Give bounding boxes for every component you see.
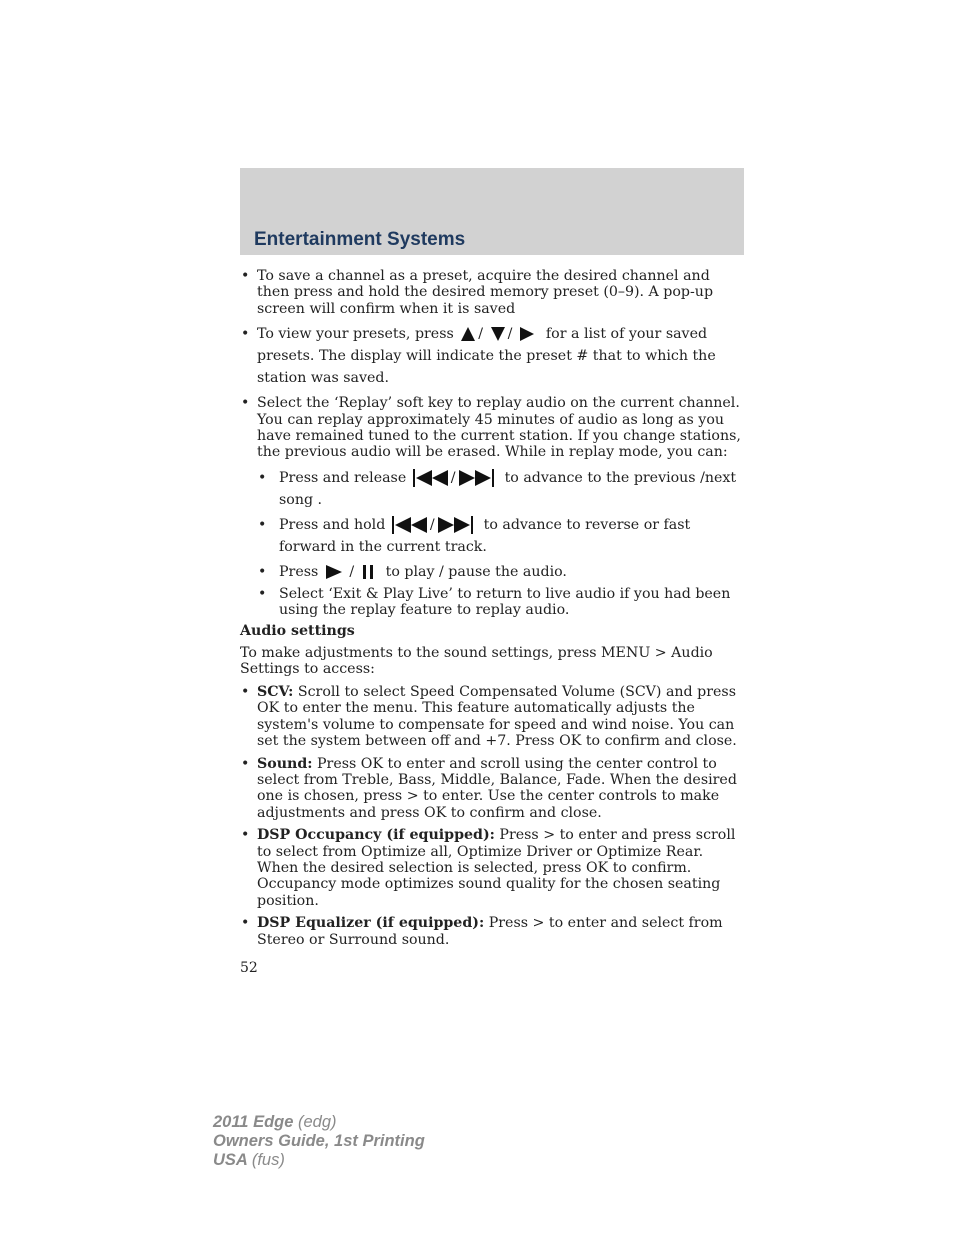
right-arrow-icon <box>519 326 535 342</box>
skip-back-icon <box>413 469 449 487</box>
play-icon <box>325 564 343 580</box>
page-content <box>240 268 746 954</box>
skip-forward-icon <box>458 469 494 487</box>
bullet-view-presets: • To view your presets, press / / for a list of your saved presets. The display will indicate the preset # that to which the station was saved. <box>240 323 746 389</box>
section-title: Entertainment Systems <box>254 229 466 250</box>
list-item-scv: • SCV: Scroll to select Speed Compensated Volume (SCV) and press OK to enter the menu. This feature automatically adjusts the system's volume to compensate for speed and wind noise. You can set the system between off and +7. Press OK to confirm and close. <box>240 684 746 750</box>
list-item-sound: • Sound: Press OK to enter and scroll using the center control to select from Treble, Bass, Middle, Balance, Fade. When the desired one is chosen, press > to enter. Use the center controls to make adjustments and press OK to confirm and close. <box>240 756 746 822</box>
page-number: 52 <box>240 960 258 976</box>
pause-icon <box>361 564 375 580</box>
audio-settings-intro: To make adjustments to the sound settings, press MENU > Audio Settings to access: <box>240 645 713 678</box>
footer-line-region: USA (fus) <box>213 1151 285 1169</box>
skip-forward-icon <box>437 516 473 534</box>
sub-bullet-press-hold: • Press and hold / to advance to reverse or fast forward in the current track. <box>240 514 746 558</box>
sub-bullet-exit-live: • Select ‘Exit & Play Live’ to return to live audio if you had been using the replay feature to replay audio. <box>240 586 746 619</box>
sub-bullet-play-pause: • Press / to play / pause the audio. <box>240 561 746 583</box>
footer-imprint <box>213 1113 425 1170</box>
audio-settings-heading: Audio settings <box>240 622 355 639</box>
footer-line-model: 2011 Edge (edg) <box>213 1113 337 1131</box>
sub-bullet-press-release: • Press and release / to advance to the previous /next song . <box>240 467 746 511</box>
list-item-dsp-occupancy: • DSP Occupancy (if equipped): Press > to enter and press scroll to select from Optimize all, Optimize Driver or Optimize Rear. When the desired selection is selected, press OK to confirm. Occupancy mode optimizes sound quality for the chosen seating position. <box>240 827 746 909</box>
footer-line-guide: Owners Guide, 1st Printing <box>213 1132 425 1150</box>
bullet-replay: • Select the ‘Replay’ soft key to replay audio on the current channel. You can replay approximately 45 minutes of audio as long as you have remained tuned to the current station. If you change stations, the previous audio will be erased. While in replay mode, you can: <box>240 395 746 461</box>
skip-back-icon <box>392 516 428 534</box>
up-arrow-icon <box>460 326 476 342</box>
down-arrow-icon <box>490 326 506 342</box>
list-item-dsp-equalizer: • DSP Equalizer (if equipped): Press > to enter and select from Stereo or Surround sound. <box>240 915 746 948</box>
bullet-save-preset: • To save a channel as a preset, acquire the desired channel and then press and hold the desired memory preset (0–9). A pop-up screen will confirm when it is saved <box>240 268 746 317</box>
section-header <box>240 168 744 255</box>
